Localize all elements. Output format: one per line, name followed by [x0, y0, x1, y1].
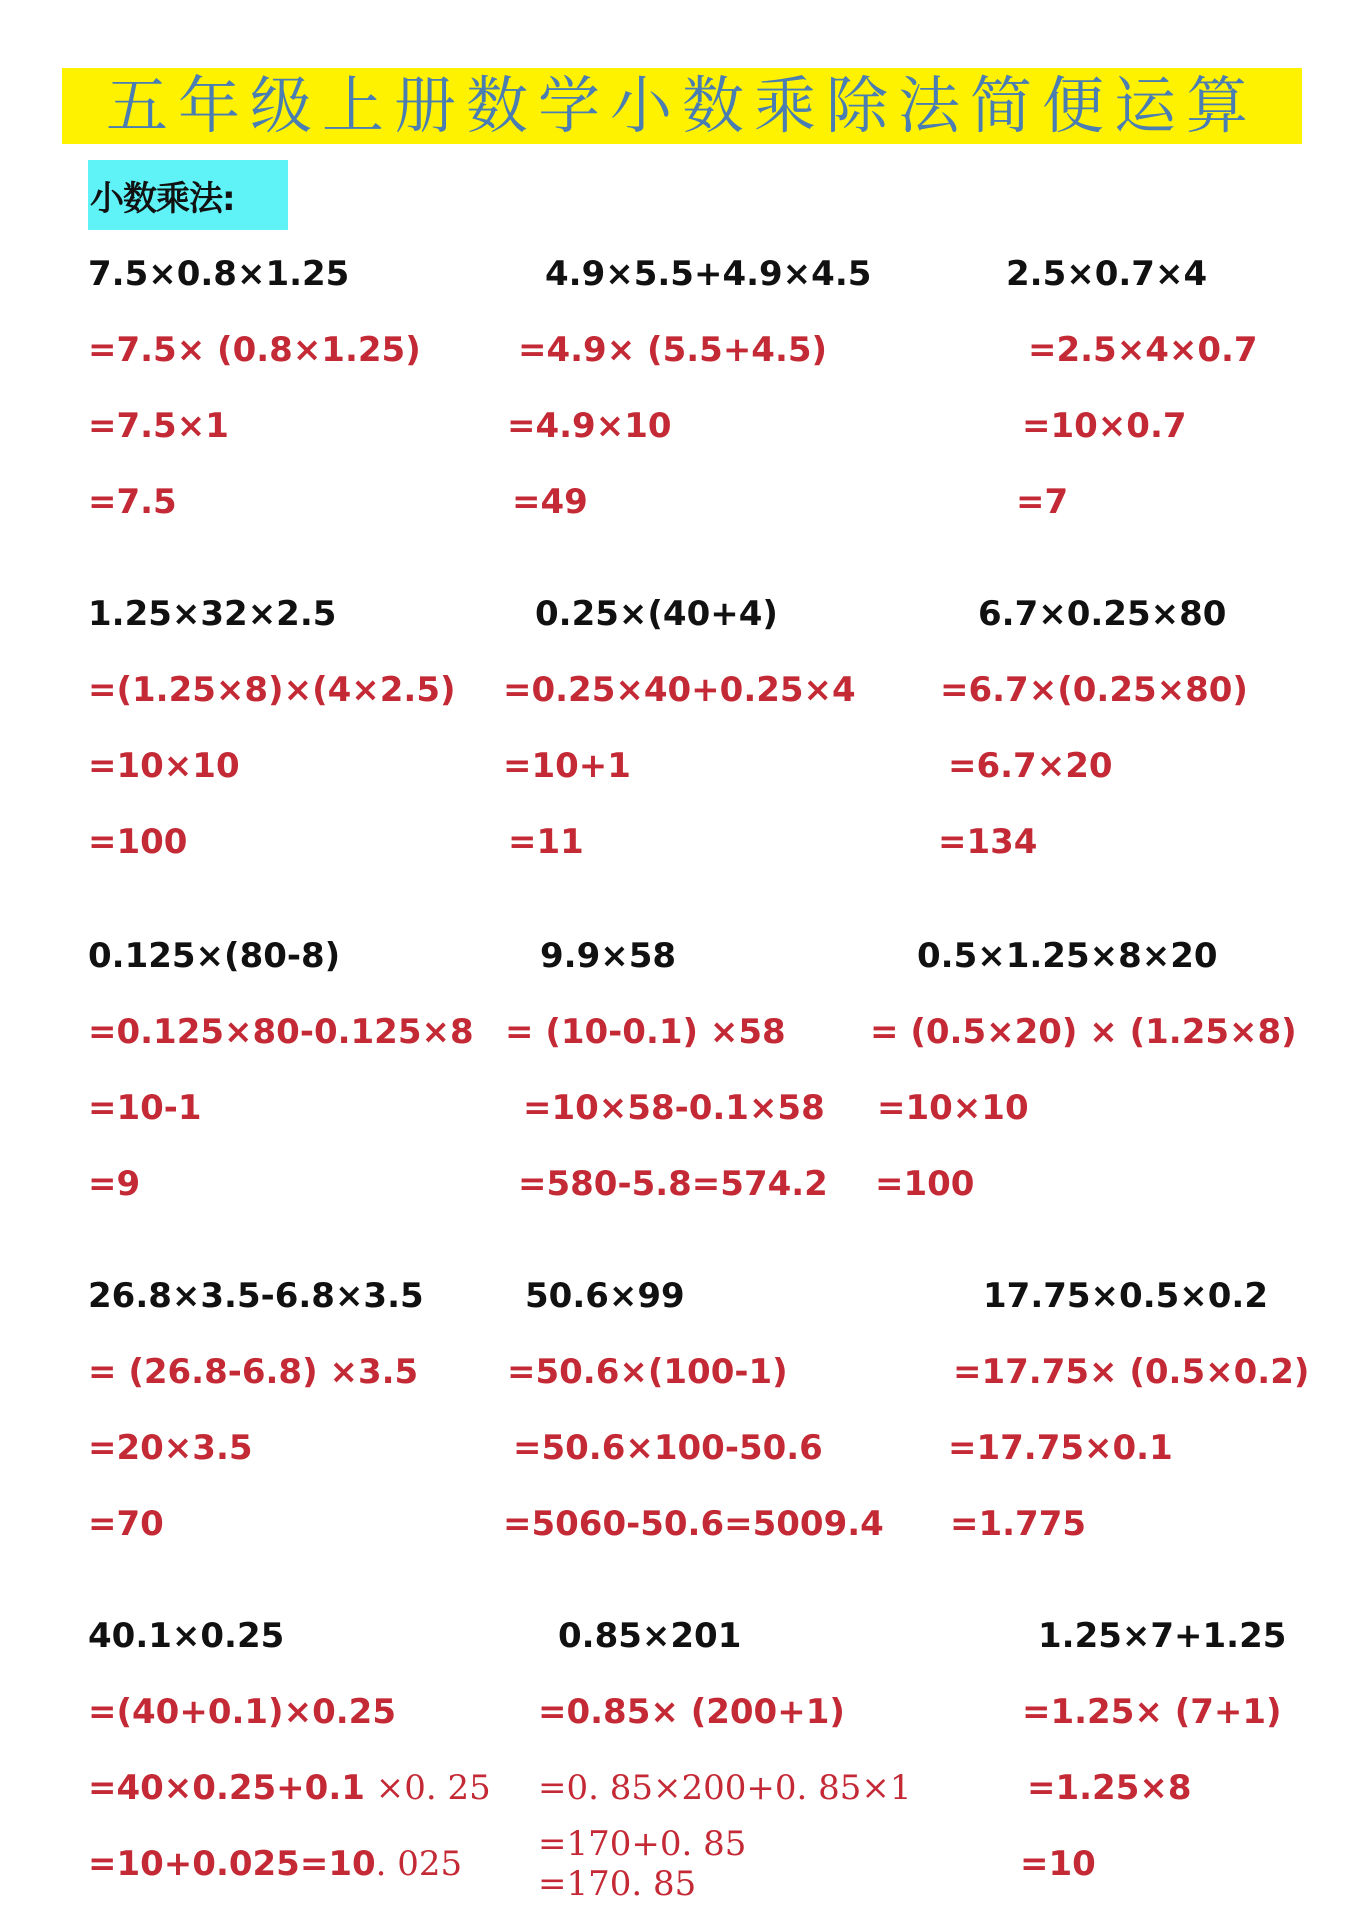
step-text: =70: [88, 1504, 164, 1544]
problem-expression: 0.25×(40+4): [535, 594, 778, 634]
solution-step: [88, 822, 187, 862]
step-text: =1.25×8: [1027, 1768, 1192, 1808]
step-text: =134: [938, 822, 1038, 862]
solution-step: [1020, 1844, 1096, 1884]
step-text: =170+0. 85: [538, 1824, 747, 1864]
solution-step: [950, 1504, 1086, 1544]
step-text: =7.5: [88, 482, 177, 522]
solution-step: [88, 670, 456, 710]
problem-expression: 7.5×0.8×1.25: [88, 254, 350, 294]
step-text: =10-1: [88, 1088, 202, 1128]
step-text: =100: [875, 1164, 975, 1204]
step-text: =(40+0.1)×0.25: [88, 1692, 396, 1732]
step-text: =5060-50.6=5009.4: [503, 1504, 884, 1544]
problem-expression: 26.8×3.5-6.8×3.5: [88, 1276, 424, 1316]
step-text: =49: [512, 482, 588, 522]
step-text: = (10-0.1) ×58: [505, 1012, 786, 1052]
step-text: =4.9×10: [507, 406, 672, 446]
step-text: =7.5×1: [88, 406, 229, 446]
solution-step: [948, 746, 1113, 786]
problem-expression: 6.7×0.25×80: [978, 594, 1227, 634]
step-text: =11: [508, 822, 584, 862]
solution-step: [505, 1012, 786, 1052]
step-text: =1.775: [950, 1504, 1087, 1544]
step-text: =170. 85: [538, 1864, 697, 1904]
solution-step: [88, 1352, 418, 1392]
solution-step: [1016, 482, 1068, 522]
step-text: =50.6×(100-1): [507, 1352, 788, 1392]
step-text: =2.5×4×0.7: [1028, 330, 1258, 370]
step-text: =100: [88, 822, 188, 862]
solution-step: [503, 746, 631, 786]
solution-step: [518, 1164, 828, 1204]
solution-step: [88, 1768, 491, 1808]
step-text: =6.7×20: [948, 746, 1113, 786]
step-text: = (0.5×20) × (1.25×8): [870, 1012, 1297, 1052]
step-text: =20×3.5: [88, 1428, 253, 1468]
problem-expression: 0.5×1.25×8×20: [917, 936, 1218, 976]
solution-step: [870, 1012, 1297, 1052]
solution-step: [88, 1692, 396, 1732]
solution-step: [518, 330, 827, 370]
solution-step: [513, 1428, 823, 1468]
page-title: 五年级上册数学小数乘除法简便运算: [105, 69, 1258, 142]
title-banner: [62, 68, 1302, 144]
solution-step: [1022, 1692, 1282, 1732]
problem-expression: 0.85×201: [558, 1616, 742, 1656]
solution-step: [948, 1428, 1173, 1468]
solution-step: [88, 1844, 462, 1884]
problem-expression: 9.9×58: [540, 936, 677, 976]
solution-step: [1027, 1768, 1192, 1808]
solution-step: [507, 406, 672, 446]
step-text: =10+0.025=10: [88, 1844, 376, 1884]
solution-step: [507, 1352, 788, 1392]
step-text: =7.5× (0.8×1.25): [88, 330, 421, 370]
step-text: =17.75×0.1: [948, 1428, 1173, 1468]
solution-step: [88, 1012, 474, 1052]
step-text: =7: [1016, 482, 1069, 522]
solution-step: [503, 1504, 884, 1544]
step-text: =17.75× (0.5×0.2): [953, 1352, 1310, 1392]
solution-step: [88, 482, 177, 522]
solution-step: [88, 1088, 202, 1128]
step-text: ×0. 25: [364, 1768, 491, 1808]
step-text: =1.25× (7+1): [1022, 1692, 1282, 1732]
solution-step: [877, 1088, 1029, 1128]
solution-step: [538, 1768, 912, 1808]
step-text: =9: [88, 1164, 141, 1204]
solution-step: [503, 670, 856, 710]
solution-step: [538, 1692, 845, 1732]
solution-step: [953, 1352, 1309, 1392]
step-text: =(1.25×8)×(4×2.5): [88, 670, 456, 710]
problem-expression: 4.9×5.5+4.9×4.5: [545, 254, 872, 294]
step-text: =10×10: [877, 1088, 1029, 1128]
step-text: =0. 85×200+0. 85×1: [538, 1768, 912, 1808]
solution-step: [88, 1428, 253, 1468]
step-text: =0.25×40+0.25×4: [503, 670, 856, 710]
solution-step: [88, 1164, 140, 1204]
problem-expression: 0.125×(80-8): [88, 936, 341, 976]
solution-step: [88, 1504, 164, 1544]
section-label-decimal-multiplication: [88, 160, 288, 230]
solution-step: [88, 406, 229, 446]
problem-expression: 50.6×99: [525, 1276, 685, 1316]
step-text: =10×58-0.1×58: [523, 1088, 825, 1128]
solution-step: [538, 1824, 746, 1864]
solution-step: [512, 482, 588, 522]
step-text: . 025: [375, 1844, 463, 1884]
solution-step: [538, 1864, 696, 1904]
step-text: =580-5.8=574.2: [518, 1164, 828, 1204]
step-text: =0.85× (200+1): [538, 1692, 845, 1732]
solution-step: [1022, 406, 1187, 446]
solution-step: [508, 822, 584, 862]
problem-expression: 1.25×7+1.25: [1038, 1616, 1287, 1656]
step-text: =50.6×100-50.6: [513, 1428, 823, 1468]
solution-step: [88, 330, 421, 370]
step-text: =40×0.25+0.1: [88, 1768, 365, 1808]
solution-step: [938, 822, 1037, 862]
step-text: =10+1: [503, 746, 631, 786]
section-label-text: 小数乘法:: [90, 178, 235, 219]
solution-step: [88, 746, 240, 786]
step-text: =10: [1020, 1844, 1096, 1884]
problem-expression: 40.1×0.25: [88, 1616, 285, 1656]
solution-step: [875, 1164, 974, 1204]
solution-step: [1028, 330, 1258, 370]
problem-expression: 2.5×0.7×4: [1006, 254, 1208, 294]
solution-step: [940, 670, 1248, 710]
problem-expression: 1.25×32×2.5: [88, 594, 337, 634]
problem-expression: 17.75×0.5×0.2: [983, 1276, 1268, 1316]
step-text: = (26.8-6.8) ×3.5: [88, 1352, 419, 1392]
solution-step: [523, 1088, 825, 1128]
step-text: =10×10: [88, 746, 240, 786]
step-text: =0.125×80-0.125×8: [88, 1012, 474, 1052]
step-text: =10×0.7: [1022, 406, 1187, 446]
step-text: =6.7×(0.25×80): [940, 670, 1248, 710]
step-text: =4.9× (5.5+4.5): [518, 330, 828, 370]
